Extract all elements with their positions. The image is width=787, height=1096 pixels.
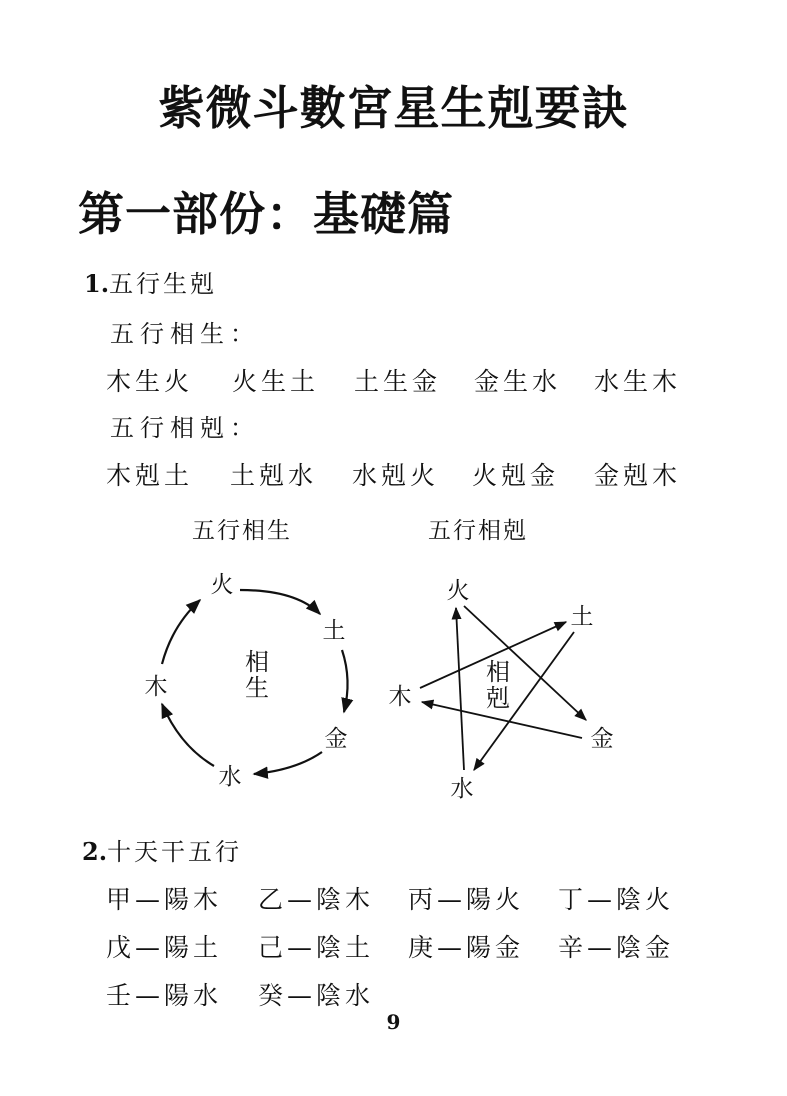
tiangan-row bbox=[0, 976, 787, 1010]
ke-label: 五行相剋： bbox=[110, 414, 260, 442]
tiangan-item: 壬—陽水 bbox=[106, 981, 223, 1010]
ke-node-mu: 木 bbox=[388, 684, 412, 710]
ke-diagram-caption: 五行相剋 bbox=[428, 518, 528, 544]
ke-item: 火剋金 bbox=[472, 461, 560, 490]
tiangan-item: 丙—陽火 bbox=[408, 885, 525, 914]
sheng-item: 木生火 bbox=[106, 367, 194, 396]
tiangan-item: 戊—陽土 bbox=[106, 933, 223, 962]
ke-arrow-shui-huo bbox=[456, 608, 464, 770]
tiangan-row bbox=[0, 928, 787, 962]
ke-diagram bbox=[389, 578, 614, 802]
sheng-diagram bbox=[145, 572, 348, 790]
sheng-item: 水生木 bbox=[594, 367, 682, 396]
ke-item: 水剋火 bbox=[352, 461, 440, 490]
section1-title: 五行生剋 bbox=[109, 270, 218, 298]
sheng-item: 金生水 bbox=[474, 367, 562, 396]
sheng-item: 火生土 bbox=[232, 367, 320, 396]
sheng-arrow-tu-jin bbox=[342, 650, 348, 712]
ke-arrow-huo-jin bbox=[464, 606, 586, 720]
sheng-node-huo: 火 bbox=[210, 572, 234, 598]
sheng-label: 五行相生： bbox=[110, 320, 260, 348]
tiangan-item: 乙—陰木 bbox=[258, 885, 375, 914]
sheng-diagram-caption: 五行相生 bbox=[192, 518, 292, 544]
ke-node-huo: 火 bbox=[446, 578, 470, 604]
section2-title: 十天干五行 bbox=[107, 838, 243, 866]
sheng-item: 土生金 bbox=[354, 367, 442, 396]
section1-number: 1. bbox=[84, 269, 110, 298]
sheng-node-shui: 水 bbox=[218, 764, 242, 790]
tiangan-item: 丁—陰火 bbox=[558, 885, 675, 914]
tiangan-row bbox=[0, 880, 787, 914]
tiangan-item: 庚—陽金 bbox=[408, 933, 525, 962]
tiangan-item: 辛—陰金 bbox=[558, 933, 675, 962]
ke-node-jin: 金 bbox=[590, 726, 614, 752]
ke-center-2: 剋 bbox=[486, 684, 510, 712]
sheng-arrow-shui-mu bbox=[162, 704, 214, 766]
page-number: 9 bbox=[386, 1010, 401, 1034]
sheng-node-mu: 木 bbox=[144, 674, 168, 700]
tiangan-item: 己—陰土 bbox=[258, 933, 375, 962]
book-title: 紫微斗數宮星生剋要訣 bbox=[158, 81, 629, 135]
sheng-center-1: 相 bbox=[245, 648, 269, 676]
ke-center-1: 相 bbox=[486, 658, 510, 686]
part-title: 第一部份：基礎篇 bbox=[78, 187, 454, 241]
tiangan-item: 癸—陰水 bbox=[258, 981, 375, 1010]
section2-number: 2. bbox=[82, 837, 108, 866]
sheng-center-2: 生 bbox=[245, 674, 269, 702]
ke-item: 土剋水 bbox=[230, 461, 318, 490]
ke-node-shui: 水 bbox=[450, 776, 474, 802]
sheng-arrow-huo-tu bbox=[240, 590, 320, 614]
section2-heading bbox=[82, 832, 242, 867]
sheng-node-tu: 土 bbox=[322, 618, 346, 644]
ke-node-tu: 土 bbox=[570, 604, 594, 630]
sheng-arrow-mu-huo bbox=[162, 600, 200, 664]
tiangan-item: 甲—陽木 bbox=[106, 885, 223, 914]
ke-item: 金剋木 bbox=[594, 461, 682, 490]
sheng-node-jin: 金 bbox=[324, 726, 348, 752]
sheng-arrow-jin-shui bbox=[254, 752, 322, 774]
ke-item: 木剋土 bbox=[106, 461, 194, 490]
